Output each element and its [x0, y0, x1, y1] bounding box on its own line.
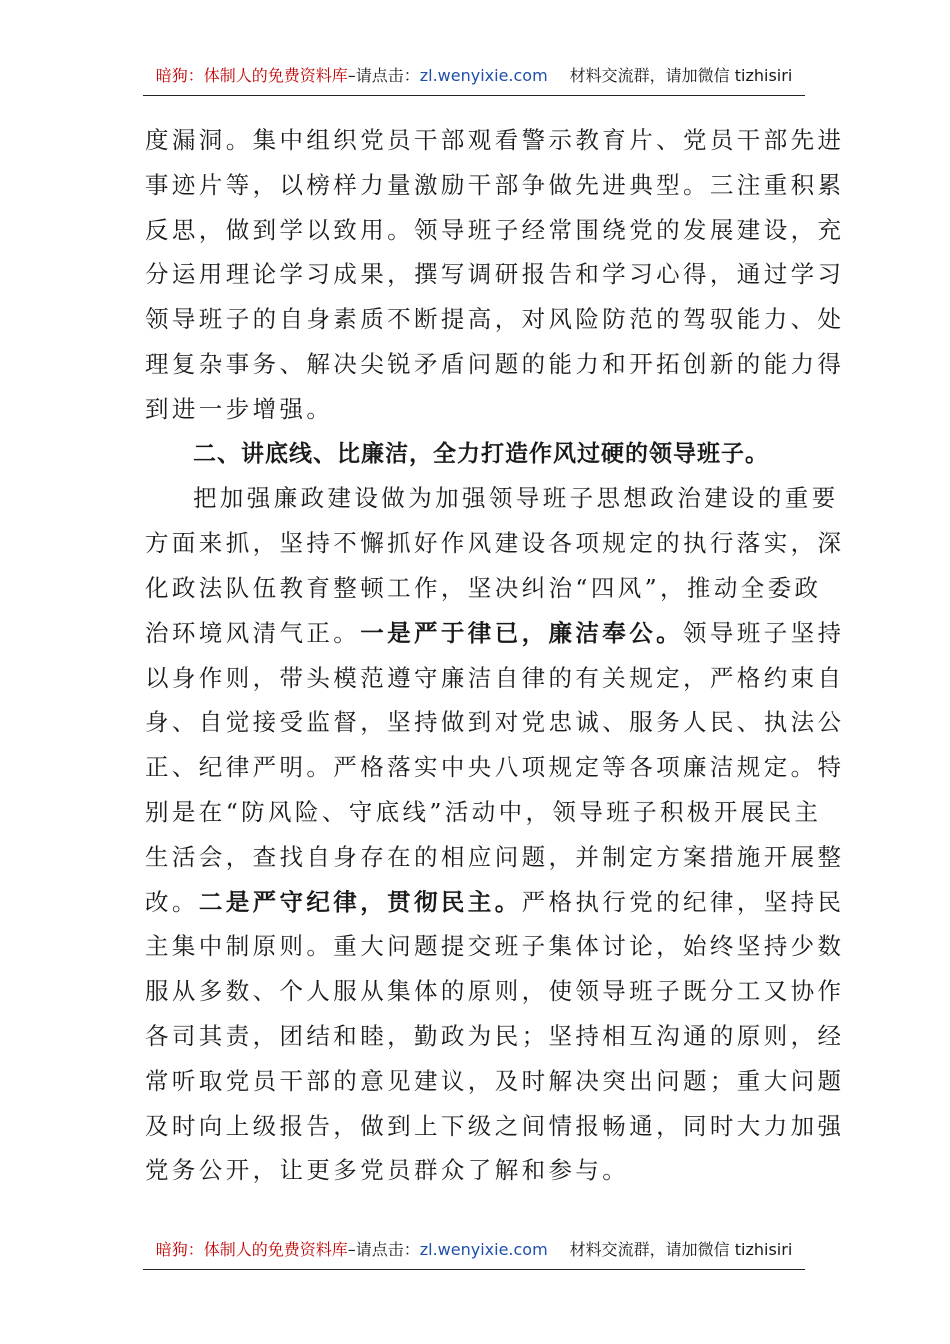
text-line: 度漏洞。集中组织党员干部观看警示教育片、党员干部先进: [145, 126, 845, 154]
document-body: [145, 118, 845, 1193]
header-brand: 暗狗：体制人的免费资料库: [155, 66, 348, 85]
footer-link[interactable]: zl.wenyixie.com: [419, 1240, 548, 1259]
text-run: 改。: [145, 887, 199, 916]
header-group-note: 材料交流群，请加微信 tizhisiri: [569, 66, 793, 85]
text-run: 严格执行党的纪律，坚持民: [521, 887, 845, 916]
text-line: 党务公开，让更多党员群众了解和参与。: [145, 1156, 630, 1185]
header-divider: [143, 95, 805, 96]
section-heading: 二、讲底线、比廉洁，全力打造作风过硬的领导班子。: [193, 440, 769, 467]
text-line: 各司其责，团结和睦，勤政为民；坚持相互沟通的原则，经: [145, 1021, 845, 1050]
text-line: 事迹片等，以榜样力量激励干部争做先进典型。三注重积累: [145, 170, 845, 199]
text-line: 主集中制原则。重大问题提交班子集体讨论，始终坚持少数: [145, 932, 845, 961]
text-line: 及时向上级报告，做到上下级之间情报畅通，同时大力加强: [145, 1111, 845, 1140]
paragraph-2: [145, 476, 845, 1193]
text-line: 分运用理论学习成果，撰写调研报告和学习心得，通过学习: [145, 260, 845, 289]
text-line: 常听取党员干部的意见建议，及时解决突出问题；重大问题: [145, 1066, 845, 1095]
emphasis-point-two: 二是严守纪律，贯彻民主。: [198, 887, 522, 916]
text-line: 服从多数、个人服从集体的原则，使领导班子既分工又协作: [145, 977, 845, 1006]
text-line: 生活会，查找自身存在的相应问题，并制定方案措施开展整: [145, 842, 845, 871]
footer-prompt: –请点击：: [347, 1240, 420, 1259]
text-line: 正、纪律严明。严格落实中央八项规定等各项廉洁规定。特: [145, 753, 845, 782]
text-line: 别是在“防风险、守底线”活动中，领导班子积极开展民主: [145, 797, 822, 826]
text-run: 治环境风清气正。: [145, 618, 361, 647]
header-prompt: –请点击：: [347, 66, 420, 85]
text-line: 理复杂事务、解决尖锐矛盾问题的能力和开拓创新的能力得: [145, 349, 845, 378]
text-line: 反思，做到学以致用。领导班子经常围绕党的发展建设，充: [145, 215, 845, 244]
text-line: [145, 611, 845, 656]
text-line: 化政法队伍教育整顿工作，坚决纠治“四风”，推动全委政: [145, 573, 822, 602]
text-line: [145, 880, 845, 925]
emphasis-point-one: 一是严于律已，廉洁奉公。: [360, 618, 684, 647]
text-run: 领导班子坚持: [683, 618, 845, 647]
text-line: 以身作则，带头模范遵守廉洁自律的有关规定，严格约束自: [145, 663, 845, 692]
paragraph-1: [145, 118, 845, 432]
text-line: 到进一步增强。: [145, 394, 334, 423]
footer-divider: [143, 1269, 805, 1270]
text-line: 方面来抓，坚持不懈抓好作风建设各项规定的执行落实，深: [145, 529, 845, 558]
footer-group-note: 材料交流群，请加微信 tizhisiri: [569, 1240, 793, 1259]
text-line: 把加强廉政建设做为加强领导班子思想政治建设的重要: [193, 484, 839, 513]
text-line: 领导班子的自身素质不断提高，对风险防范的驾驭能力、处: [145, 305, 845, 334]
header-banner: [143, 60, 805, 92]
header-link[interactable]: zl.wenyixie.com: [419, 66, 548, 85]
footer-brand: 暗狗：体制人的免费资料库: [155, 1240, 348, 1259]
text-line: 身、自觉接受监督，坚持做到对党忠诚、服务人民、执法公: [145, 708, 845, 737]
footer-banner: [143, 1234, 805, 1266]
